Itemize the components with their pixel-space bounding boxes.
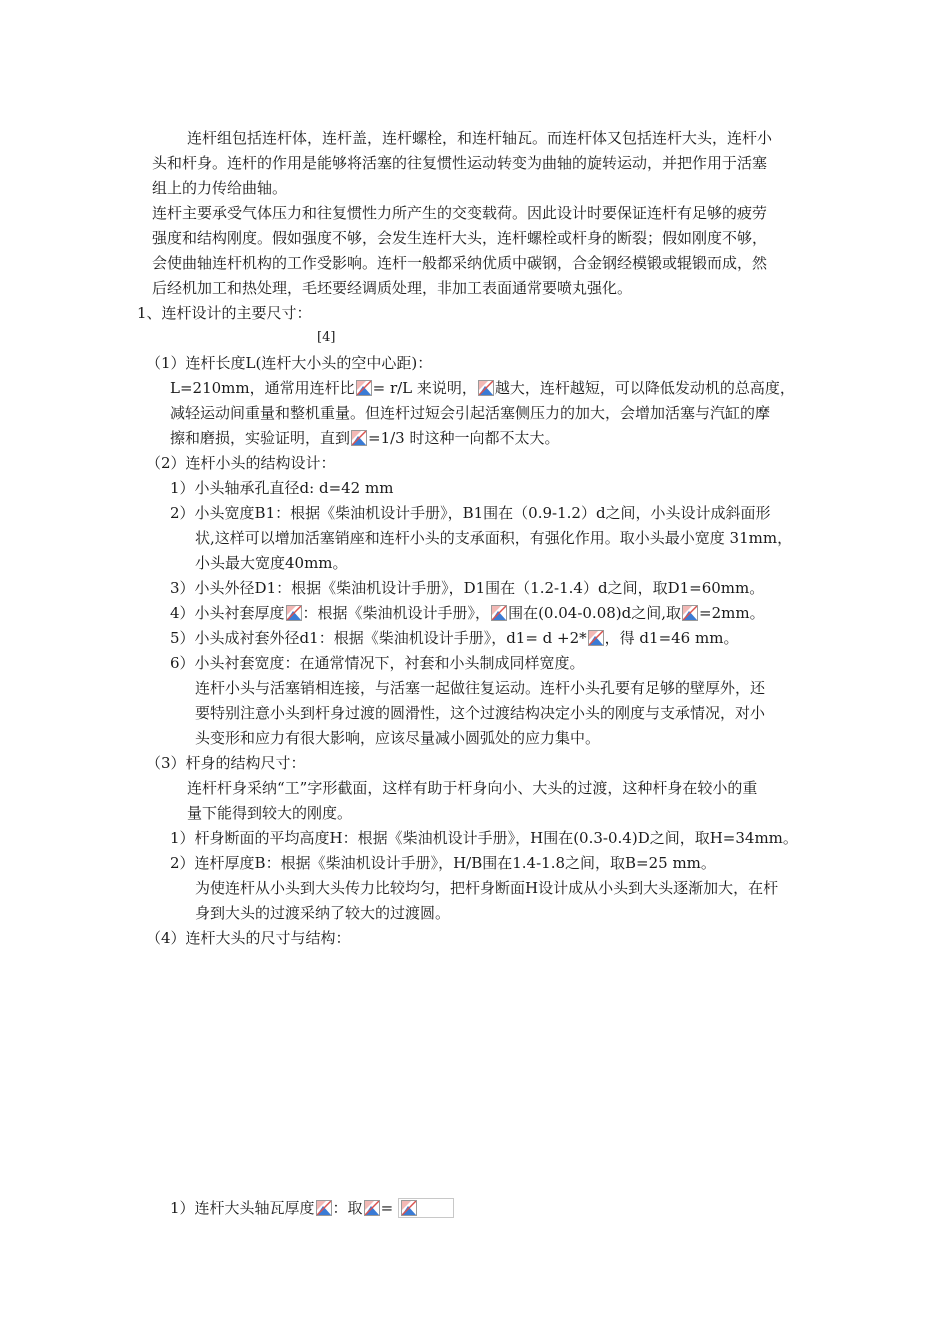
sub1-line1-b: = r/L 来说明，	[372, 379, 477, 397]
sub4-item1-b: ：取	[332, 1199, 363, 1217]
intro-p2-line1: 连杆主要承受气体压力和往复惯性力所产生的交变载荷。因此设计时要保证连杆有足够的疲劳	[152, 204, 768, 222]
sub1-line3-b: =1/3 时这种一向都不太大。	[368, 429, 560, 447]
sub2-item4-d: =2mm。	[699, 604, 765, 622]
broken-image-icon	[478, 380, 494, 396]
sub1-line3-a: 擦和磨损，实验证明，直到	[170, 429, 351, 447]
sub3-para-line1: 连杆杆身采纳“工”字形截面，这样有助于杆身向小、大头的过渡，这种杆身在较小的重	[187, 779, 758, 797]
sub1-line1-a: L=210mm，通常用连杆比	[170, 379, 355, 397]
sub3-para-line2: 量下能得到较大的刚度。	[187, 804, 353, 822]
sub4-heading: （4）连杆大头的尺寸与结构：	[146, 929, 351, 947]
sub2-item5-b: ，得 d1=46 mm。	[604, 629, 739, 647]
sub2-para-line1: 连杆小头与活塞销相连接，与活塞一起做往复运动。连杆小头孔要有足够的壁厚外，还	[195, 679, 766, 697]
broken-image-icon	[356, 380, 372, 396]
sub4-item1	[170, 1198, 454, 1218]
broken-image-icon	[286, 605, 302, 621]
broken-image-icon	[491, 605, 507, 621]
sub2-item5	[170, 628, 738, 648]
sub3-item2: 2）连杆厚度B：根据《柴油机设计手册》，H/B围在1.4-1.8之间，取B=25 mm。	[170, 854, 716, 872]
broken-image-icon	[401, 1200, 417, 1216]
sub2-heading: （2）连杆小头的结构设计：	[146, 454, 336, 472]
broken-image-icon	[351, 430, 367, 446]
sub2-item4-c: 围在(0.04-0.08)d之间,取	[508, 604, 682, 622]
sub2-item5-a: 5）小头成衬套外径d1：根据《柴油机设计手册》，d1= d +2*	[170, 629, 587, 647]
intro-p1-line3: 组上的力传给曲轴。	[152, 179, 288, 197]
broken-image-icon	[588, 630, 604, 646]
broken-image-icon	[316, 1200, 332, 1216]
sub3-heading: （3）杆身的结构尺寸：	[146, 754, 306, 772]
sub3-para2-line2: 身到大头的过渡采纳了较大的过渡圆。	[195, 904, 451, 922]
sub2-para-line2: 要特别注意小头到杆身过渡的圆滑性，这个过渡结构决定小头的刚度与支承情况，对小	[195, 704, 766, 722]
sub1-line1	[170, 378, 795, 398]
broken-image-icon	[682, 605, 698, 621]
sub1-line2: 减轻运动间重量和整机重量。但连杆过短会引起活塞侧压力的加大，会增加活塞与汽缸的摩	[170, 404, 771, 422]
sub1-line1-c: 越大，连杆越短，可以降低发动机的总高度，	[494, 379, 795, 397]
sub1-line3	[170, 428, 560, 448]
sub2-item2-line1: 2）小头宽度B1：根据《柴油机设计手册》，B1围在（0.9-1.2）d之间，小头设计成斜面形	[170, 504, 771, 522]
intro-p2-line4: 后经机加工和热处理，毛坯要经调质处理，非加工表面通常要喷丸强化。	[152, 279, 633, 297]
intro-p1-line1: 连杆组包括连杆体，连杆盖，连杆螺栓，和连杆轴瓦。而连杆体又包括连杆大头，连杆小	[187, 129, 773, 147]
sub2-item2-line2: 状,这样可以增加活塞销座和连杆小头的支承面积，有强化作用。取小头最小宽度 31mm，	[195, 529, 793, 547]
sub3-item1: 1）杆身断面的平均高度H：根据《柴油机设计手册》，H围在(0.3-0.4)D之间，取H=34mm。	[170, 829, 798, 847]
sub2-para-line3: 头变形和应力有很大影响，应该尽量减小圆弧处的应力集中。	[195, 729, 601, 747]
sub2-item2-line3: 小头最大宽度40mm。	[195, 554, 348, 572]
intro-p2-line2: 强度和结构刚度。假如强度不够，会发生连杆大头，连杆螺栓或杆身的断裂；假如刚度不够，	[152, 229, 768, 247]
sub2-item3: 3）小头外径D1：根据《柴油机设计手册》，D1围在（1.2-1.4）d之间，取D1=60mm。	[170, 579, 765, 597]
sub1-heading: （1）连杆长度L(连杆大小头的空中心距)：	[146, 354, 433, 372]
sub3-para2-line1: 为使连杆从小头到大头传力比较均匀，把杆身断面H设计成从小头到大头逐渐加大，在杆	[195, 879, 779, 897]
sub2-item4-a: 4）小头衬套厚度	[170, 604, 285, 622]
section1-title: 1、连杆设计的主要尺寸：	[137, 304, 312, 322]
sub4-item1-c: =	[380, 1199, 398, 1217]
broken-image-icon	[364, 1200, 380, 1216]
citation-ref: [4]	[317, 330, 336, 345]
sub2-item1: 1）小头轴承孔直径d: d=42 mm	[170, 479, 394, 497]
broken-image-frame	[398, 1198, 454, 1218]
sub2-item4	[170, 603, 765, 623]
intro-p1-line2: 头和杆身。连杆的作用是能够将活塞的往复惯性运动转变为曲轴的旋转运动，并把作用于活塞	[152, 154, 768, 172]
sub2-item4-b: ：根据《柴油机设计手册》，	[302, 604, 491, 622]
intro-p2-line3: 会使曲轴连杆机构的工作受影响。连杆一般都采纳优质中碳钢，合金钢经模锻或辊锻而成，然	[152, 254, 768, 272]
sub2-item6: 6）小头衬套宽度：在通常情况下，衬套和小头制成同样宽度。	[170, 654, 585, 672]
sub4-item1-a: 1）连杆大头轴瓦厚度	[170, 1199, 315, 1217]
